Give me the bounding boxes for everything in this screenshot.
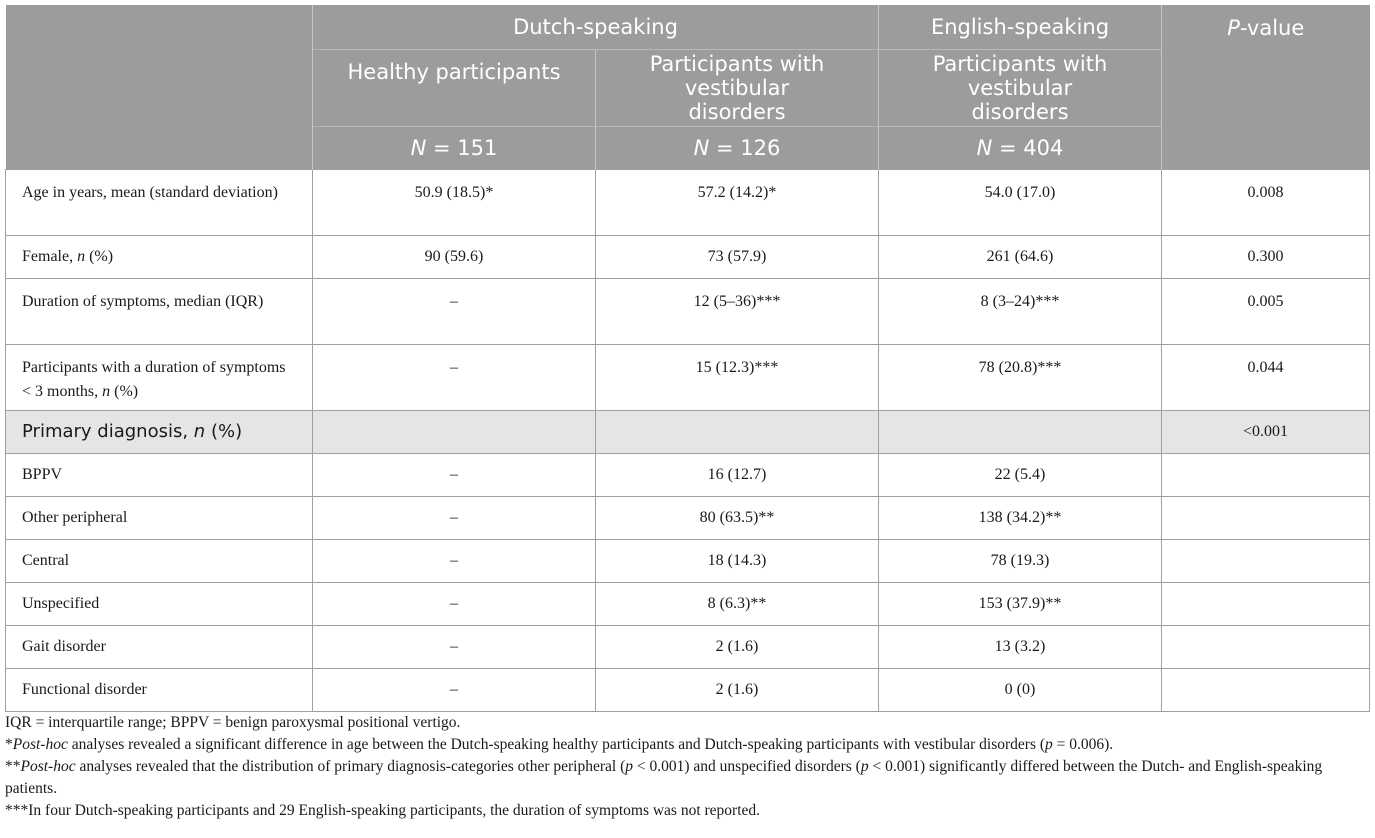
footnote-abbreviations: IQR = interquartile range; BPPV = benign paroxysmal positional vertigo. [5,714,461,731]
cell-empty [596,411,879,454]
row-label: Central [6,540,313,583]
row-label: Gait disorder [6,626,313,669]
pvalue-rest: -value [1239,16,1305,40]
table-row [6,669,1370,712]
footnote-1 [5,734,1369,756]
cell-empty [313,411,596,454]
row-label: BPPV [6,454,313,497]
header-dutch-vestibular: Participants with vestibular disorders [596,50,879,127]
table-row [6,626,1370,669]
section-label [6,411,313,454]
section-row-primary-diagnosis [6,411,1370,454]
footnote-text: analyses revealed that the distribution of primary diagnosis-categories other peripheral ( [75,758,626,775]
cell-dutch: 16 (12.7) [596,454,879,497]
cell-healthy: – [313,279,596,345]
label-italic: n [102,383,111,400]
label-italic: n [193,421,206,442]
cell-dutch: 18 (14.3) [596,540,879,583]
header-english-speaking: English-speaking [879,5,1162,50]
label-text: Primary diagnosis, [22,421,194,442]
cell-dutch: 2 (1.6) [596,626,879,669]
cell-healthy: – [313,540,596,583]
cell-english: 22 (5.4) [879,454,1162,497]
cell-healthy: – [313,454,596,497]
table-row [6,279,1370,345]
cell-pvalue [1162,669,1370,712]
cell-healthy: 50.9 (18.5)* [313,170,596,236]
cell-empty [879,411,1162,454]
cell-english: 54.0 (17.0) [879,170,1162,236]
table-row [6,540,1370,583]
header-n-english [879,127,1162,170]
footnote-italic: Post-hoc [20,758,76,775]
cell-pvalue [1162,540,1370,583]
label-text: Age in years, mean (standard deviation) [22,184,278,201]
label-suffix: (%) [85,248,114,265]
cell-english: 261 (64.6) [879,236,1162,279]
cell-pvalue [1162,626,1370,669]
n-symbol: N [693,136,710,160]
cell-dutch: 80 (63.5)** [596,497,879,540]
header-n-dutch [596,127,879,170]
cell-pvalue: 0.005 [1162,279,1370,345]
cell-healthy: 90 (59.6) [313,236,596,279]
header-row-groups [6,5,1370,50]
row-label [6,236,313,279]
footnote-mark: * [5,736,13,753]
header-empty-cell [6,5,313,170]
cell-healthy: – [313,345,596,411]
table-container [5,5,1369,712]
cell-english: 0 (0) [879,669,1162,712]
label-suffix: (%) [110,383,139,400]
label-suffix: (%) [205,421,243,442]
footnote-p: p [860,758,869,775]
cell-english: 153 (37.9)** [879,583,1162,626]
demographics-table [5,5,1370,712]
cell-dutch: 15 (12.3)*** [596,345,879,411]
table-row [6,236,1370,279]
row-label: Other peripheral [6,497,313,540]
cell-dutch: 12 (5–36)*** [596,279,879,345]
header-n-healthy [313,127,596,170]
pvalue-italic: P [1227,16,1240,40]
table-row [6,170,1370,236]
cell-healthy: – [313,583,596,626]
label-text: Duration of symptoms, median (IQR) [22,293,264,310]
footnote-p: p [625,758,633,775]
row-label: Unspecified [6,583,313,626]
cell-english: 13 (3.2) [879,626,1162,669]
cell-english: 78 (20.8)*** [879,345,1162,411]
cell-english: 78 (19.3) [879,540,1162,583]
cell-dutch: 57.2 (14.2)* [596,170,879,236]
cell-pvalue: 0.300 [1162,236,1370,279]
header-pvalue [1162,5,1370,170]
table-footnotes [5,712,1369,822]
table-row [6,454,1370,497]
n-value: = 404 [992,136,1064,160]
footnote-mark: ** [5,758,21,775]
cell-pvalue: 0.044 [1162,345,1370,411]
footnote-text: analyses revealed a significant difference in age between the Dutch-speaking healthy participants and Dutch-speaking participants with vestibular disorders ( [67,736,1046,753]
cell-dutch: 8 (6.3)** [596,583,879,626]
label-italic: n [77,248,86,265]
header-english-vestibular: Participants with vestibular disorders [879,50,1162,127]
footnote-text: < 0.001) significantly differed between the Dutch- and English-speaking patients. [5,758,1323,797]
label-text: Participants with a duration of symptoms < 3 months, [22,359,286,400]
n-value: = 151 [426,136,498,160]
cell-healthy: – [313,626,596,669]
row-label: Functional disorder [6,669,313,712]
table-row [6,583,1370,626]
cell-english: 8 (3–24)*** [879,279,1162,345]
cell-dutch: 73 (57.9) [596,236,879,279]
row-label [6,345,313,411]
table-row [6,345,1370,411]
header-dutch-speaking: Dutch-speaking [313,5,879,50]
cell-healthy: – [313,669,596,712]
cell-english: 138 (34.2)** [879,497,1162,540]
label-text: Female, [22,248,78,265]
n-symbol: N [976,136,993,160]
row-label [6,279,313,345]
row-label [6,170,313,236]
cell-pvalue [1162,583,1370,626]
cell-pvalue [1162,454,1370,497]
n-symbol: N [410,136,427,160]
cell-pvalue: 0.008 [1162,170,1370,236]
cell-pvalue [1162,497,1370,540]
footnote-text: = 0.006). [1052,736,1114,753]
cell-dutch: 2 (1.6) [596,669,879,712]
footnote-italic: Post-hoc [12,736,68,753]
footnote-3: ***In four Dutch-speaking participants and 29 English-speaking participants, the duration of symptoms was not reported. [5,802,761,819]
cell-pvalue: <0.001 [1162,411,1370,454]
n-value: = 126 [709,136,781,160]
footnote-2 [5,756,1369,800]
footnote-text: < 0.001) and unspecified disorders ( [633,758,861,775]
table-row [6,497,1370,540]
cell-healthy: – [313,497,596,540]
footnote-p: p [1045,736,1053,753]
header-healthy: Healthy participants [313,50,596,127]
